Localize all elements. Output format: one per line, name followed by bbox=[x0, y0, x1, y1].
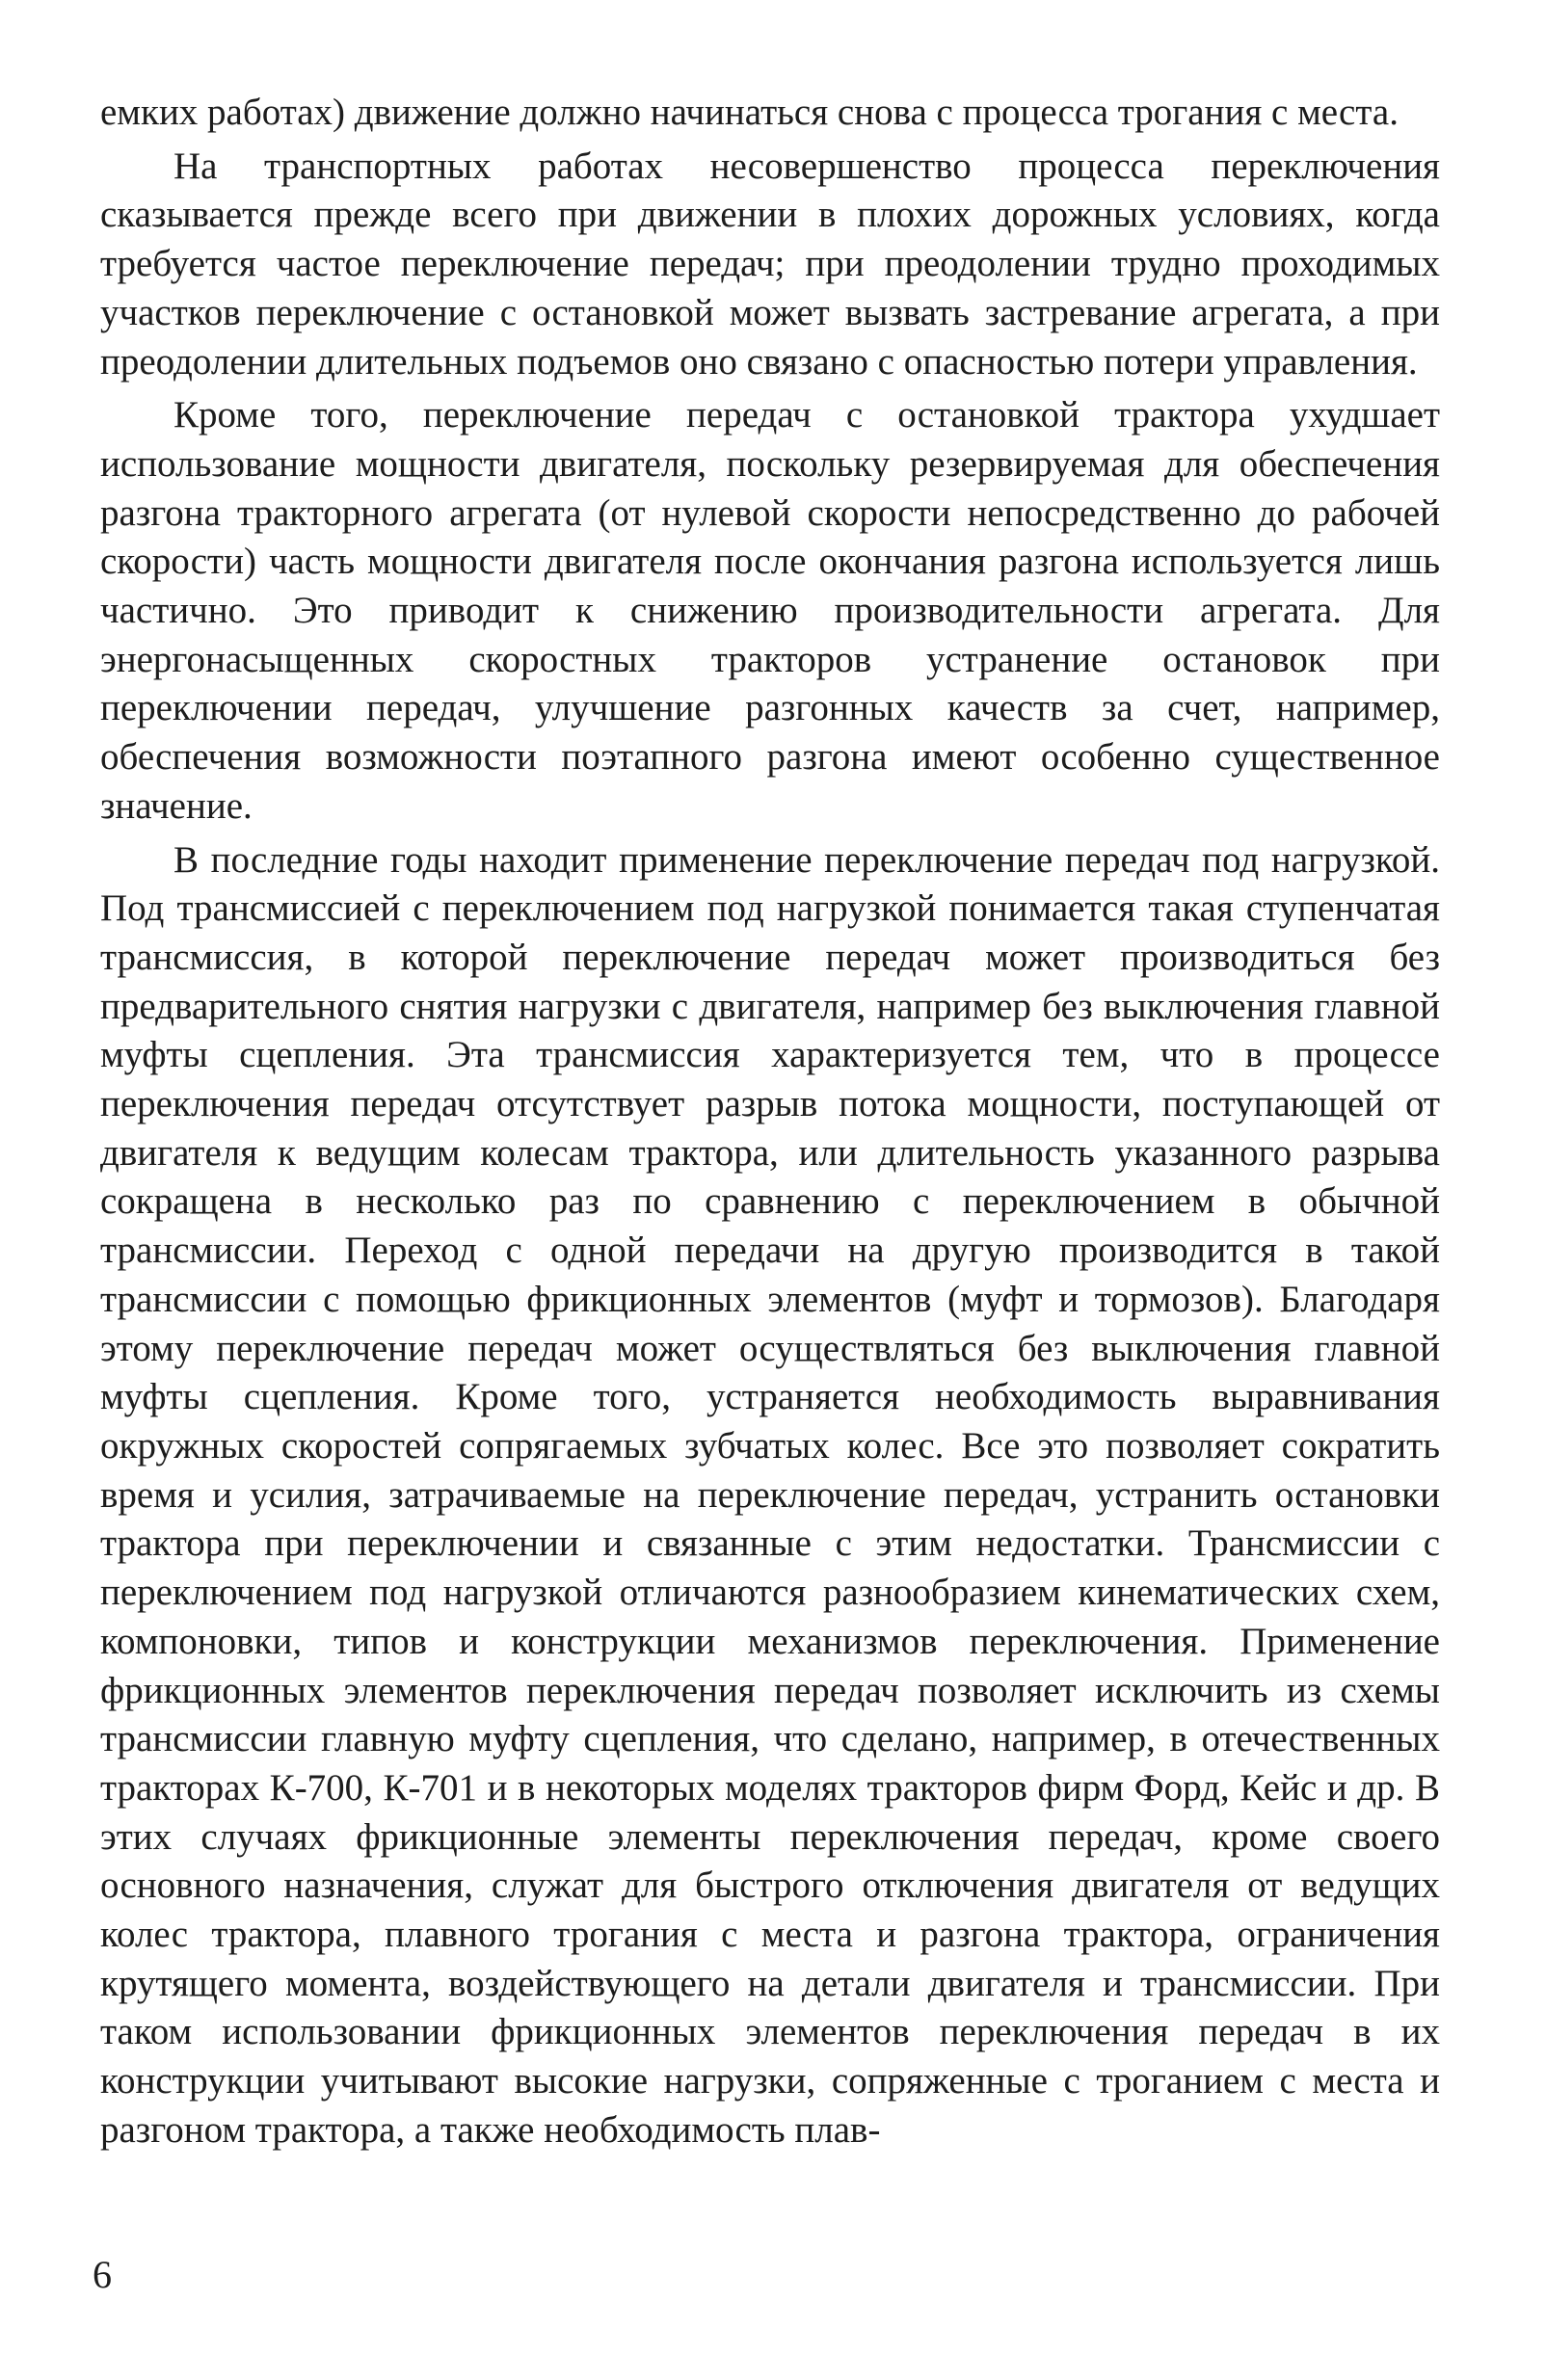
paragraph-transport-works: На транспортных работах несовершенство процесса переключения сказывается прежде всего при движении в плохих дорожных условиях, когда требуется частое переключение передач; при преодолении трудно проходимых участков переключение с остановкой может вызвать застревание агрегата, а при преодолении длительных подъемов оно связано с опасностью потери управления. bbox=[100, 145, 1440, 383]
page-body bbox=[100, 89, 1440, 2155]
paragraph-continuation: емких работах) движение должно начинаться снова с процесса трогания с места. bbox=[100, 92, 1399, 133]
paragraph-engine-power: Кроме того, переключение передач с остановкой трактора ухудшает использование мощности двигателя, поскольку резервируемая для обеспечения разгона тракторного агрегата (от нулевой скорости непосредственно до рабочей скорости) часть мощности двигателя после окончания разгона используется лишь частично. Это приводит к снижению производительности агрегата. Для энергонасыщенных скоростных тракторов устранение остановок при переключении передач, улучшение разгонных качеств за счет, например, обеспечения возможности поэтапного разгона имеют особенно существенное значение. bbox=[100, 394, 1440, 827]
paragraph-powershift: В последние годы находит применение переключение передач под нагрузкой. Под трансмиссией с переключением под нагрузкой понимается такая ступенчатая трансмиссия, в которой переключение передач может производиться без предварительного снятия нагрузки с двигателя, например без выключения главной муфты сцепления. Эта трансмиссия характеризуется тем, что в процессе переключения передач отсутствует разрыв потока мощности, поступающей от двигателя к ведущим колесам трактора, или длительность указанного разрыва сокращена в несколько раз по сравнению с переключением в обычной трансмиссии. Переход с одной передачи на другую производится в такой трансмиссии с помощью фрикционных элементов (муфт и тормозов). Благодаря этому переключение передач может осуществляться без выключения главной муфты сцепления. Кроме того, устраняется необходимость выравнивания окружных скоростей сопрягаемых зубчатых колес. Все это позволяет сократить время и усилия, затрачиваемые на переключение передач, устранить остановки трактора при переключении и связанные с этим недостатки. Трансмиссии с переключением под нагрузкой отличаются разнообразием кинематических схем, компоновки, типов и конструкции механизмов переключения. Применение фрикционных элементов переключения передач позволяет исключить из схемы трансмиссии главную муфту сцепления, что сделано, например, в отечественных тракторах К-700, К-701 и в некоторых моделях тракторов фирм Форд, Кейс и др. В этих случаях фрикционные элементы переключения передач, кроме своего основного назначения, служат для быстрого отключения двигателя от ведущих колес трактора, плавного трогания с места и разгона трактора, ограничения крутящего момента, воздействующего на детали двигателя и трансмиссии. При таком использовании фрикционных элементов переключения передач в их конструкции учитывают высокие нагрузки, сопряженные с троганием с места и разгоном трактора, а также необходимость плав- bbox=[100, 838, 1440, 2151]
page-number: 6 bbox=[93, 2253, 112, 2296]
